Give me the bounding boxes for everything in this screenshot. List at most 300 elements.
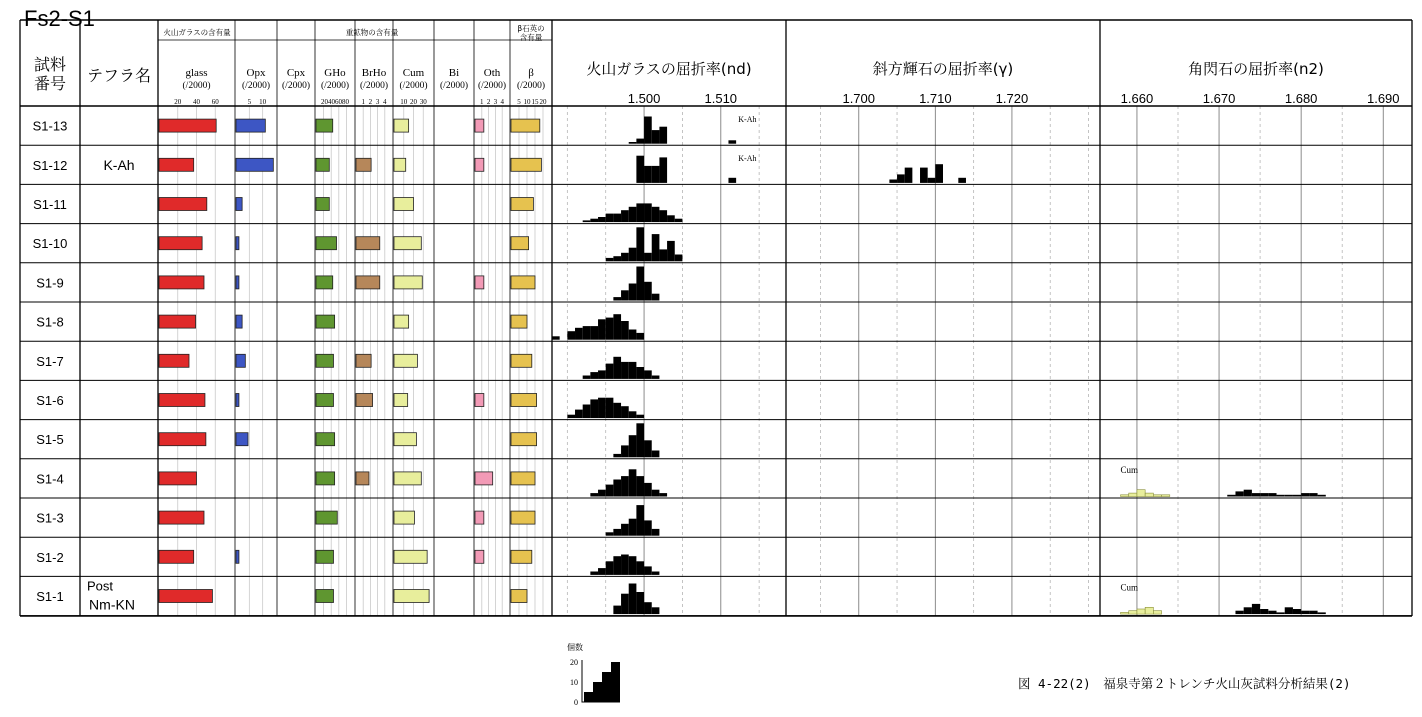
ho-ri-bar: [1252, 604, 1260, 614]
glass-content-bar: [159, 394, 205, 407]
opx-ri-bar: [935, 164, 943, 183]
oth-content-bar: [475, 119, 484, 132]
glass-ri-bar: [659, 493, 667, 496]
cum-content-bar: [394, 198, 414, 211]
header-gho-name: GHo: [324, 67, 346, 79]
header-beta-scale-tick: 20: [539, 98, 547, 106]
ho-ri-bar: [1235, 491, 1243, 496]
header-beta-unit: (/2000): [517, 81, 545, 91]
glass-ri-bar: [606, 532, 614, 535]
count-scale-title: 個数: [567, 643, 583, 652]
count-scale-bar: [593, 682, 602, 702]
glass-ri-bar: [598, 217, 606, 222]
glass-content-bar: [159, 354, 189, 367]
ho-ri-bar: [1252, 493, 1260, 496]
glass-ri-bar: [636, 139, 644, 144]
sample-tephra: K-Ah: [103, 156, 135, 173]
header-opx-scale-tick: 10: [259, 98, 267, 106]
header-oth-unit: (/2000): [478, 81, 506, 91]
glass-ri-bar: [652, 294, 660, 301]
glass-ri-bar: [606, 258, 614, 261]
glass-ri-bar: [629, 556, 637, 575]
cum-content-bar: [394, 472, 421, 485]
figure-caption: 図 4-22(2) 福泉寺第２トレンチ火山灰試料分析結果(2): [1018, 676, 1351, 691]
glass-content-bar: [159, 472, 197, 485]
opx-content-bar: [236, 276, 239, 289]
header-gho-unit: (/2000): [321, 81, 349, 91]
header-cpx-unit: (/2000): [282, 81, 310, 91]
gho-content-bar: [316, 276, 333, 289]
glass-ri-bar: [636, 561, 644, 575]
header-cum-scale-tick: 20: [410, 98, 417, 106]
count-scale-key: [560, 642, 630, 707]
beta-content-bar: [511, 119, 540, 132]
header-beta-scale-tick: 5: [517, 98, 521, 106]
glass-ri-bar: [644, 166, 652, 183]
glass-ri-bar: [606, 214, 614, 223]
header-oth-scale-tick: 1: [480, 98, 484, 106]
sample-id: S1-6: [36, 393, 64, 408]
ri-axis-tick-label: 1.670: [1202, 91, 1236, 106]
glass-ri-bar: [621, 321, 629, 340]
glass-ri-bar: [613, 297, 621, 300]
brho-content-bar: [356, 237, 380, 250]
ho-ri-bar: [1244, 490, 1252, 497]
glass-ri-bar: [629, 284, 637, 301]
glass-ri-bar: [636, 156, 644, 183]
cum-content-bar: [394, 394, 408, 407]
sample-id: S1-5: [36, 432, 64, 448]
ho-ri-bar: [1301, 493, 1309, 496]
gho-content-bar: [316, 315, 335, 328]
glass-ri-bar: [598, 370, 606, 379]
glass-ri-bar: [659, 210, 667, 222]
beta-content-bar: [511, 511, 535, 524]
cum-content-bar: [394, 237, 421, 250]
brho-content-bar: [356, 394, 373, 407]
cum-ri-bar: [1121, 612, 1129, 614]
beta-content-bar: [511, 158, 541, 171]
ho-ri-bar: [1318, 495, 1326, 497]
beta-content-bar: [511, 276, 535, 289]
glass-ri-bar: [636, 505, 644, 536]
glass-content-bar: [159, 237, 202, 250]
glass-content-bar: [159, 590, 212, 603]
glass-ri-bar: [644, 520, 652, 535]
header-opx-unit: (/2000): [242, 81, 270, 91]
header-opx-name: Opx: [246, 67, 266, 79]
gho-content-bar: [316, 433, 335, 446]
gho-content-bar: [316, 237, 337, 250]
glass-ri-bar: [613, 529, 621, 536]
beta-content-bar: [511, 394, 537, 407]
header-tephra-name: テフラ名: [86, 66, 152, 85]
opx-ri-bar: [920, 168, 928, 183]
cum-ri-bar: [1129, 611, 1137, 614]
sample-id: S1-13: [32, 118, 68, 134]
glass-ri-bar: [621, 476, 629, 496]
glass-ri-bar: [629, 248, 637, 262]
gho-content-bar: [316, 472, 335, 485]
glass-ri-bar: [659, 157, 667, 183]
sample-id: S1-1: [36, 589, 64, 604]
header-beta-name: β: [528, 67, 534, 79]
sample-id: S1-3: [36, 510, 64, 526]
ri-axis-tick-label: 1.700: [842, 91, 876, 106]
glass-ri-bar: [644, 602, 652, 614]
glass-ri-bar: [652, 234, 660, 261]
gho-content-bar: [316, 550, 333, 563]
opx-content-bar: [236, 237, 239, 250]
header-bi-name: Bi: [448, 67, 460, 79]
ho-ri-bar: [1277, 612, 1285, 614]
header-brho-scale-tick: 1: [361, 98, 365, 106]
glass-ri-bar: [567, 415, 575, 418]
glass-ri-bar: [652, 529, 660, 536]
glass-ri-bar: [629, 411, 637, 418]
glass-ri-bar: [644, 483, 652, 497]
header-brho-unit: (/2000): [360, 81, 388, 91]
ho-ri-bar: [1235, 611, 1243, 614]
cum-ri-bar: [1162, 495, 1170, 497]
gho-content-bar: [316, 511, 337, 524]
glass-ri-bar: [621, 253, 629, 261]
glass-ri-bar: [613, 256, 621, 261]
ho-ri-bar: [1268, 493, 1276, 496]
header-ri-title-1: 斜方輝石の屈折率(γ): [872, 60, 1014, 78]
sample-id: S1-12: [32, 157, 68, 173]
glass-ri-bar: [675, 219, 683, 222]
cum-ri-bar: [1145, 493, 1153, 496]
beta-content-bar: [511, 354, 532, 367]
glass-ri-bar: [613, 556, 621, 575]
opx-content-bar: [236, 119, 265, 132]
cum-content-bar: [394, 315, 409, 328]
glass-ri-bar: [636, 415, 644, 418]
header-heavy-group: 重鉱物の含有量: [345, 28, 399, 37]
header-ri-title-2: 角閃石の屈折率(n2): [1188, 60, 1324, 78]
ho-ri-bar: [1293, 495, 1301, 497]
header-cum-unit: (/2000): [399, 81, 428, 91]
opx-content-bar: [236, 315, 242, 328]
count-scale-tick: 20: [570, 658, 578, 667]
glass-ri-bar: [636, 333, 644, 340]
header-gho-scale-tick: 20406080: [321, 98, 349, 106]
header-brho-scale-tick: 4: [383, 98, 387, 106]
glass-ri-bar: [644, 566, 652, 575]
glass-ri-bar: [629, 142, 637, 144]
count-scale-bar: [584, 692, 593, 702]
glass-ri-bar: [652, 490, 660, 497]
ri-axis-tick-label: 1.660: [1120, 91, 1154, 106]
header-beta-group: β石英の: [517, 24, 545, 33]
sample-id: S1-9: [36, 275, 64, 291]
glass-content-bar: [159, 158, 194, 171]
glass-ri-bar: [629, 330, 637, 340]
ho-ri-bar: [1285, 607, 1293, 614]
glass-ri-bar: [621, 210, 629, 222]
glass-ri-bar: [621, 594, 629, 614]
glass-ri-bar: [606, 318, 614, 340]
cum-content-bar: [394, 550, 427, 563]
beta-content-bar: [511, 472, 535, 485]
glass-ri-bar: [644, 253, 652, 261]
glass-ri-bar: [652, 607, 660, 614]
cum-ri-bar: [1137, 490, 1145, 497]
header-cum-scale-tick: 30: [419, 98, 427, 106]
glass-ri-bar: [644, 370, 652, 379]
header-brho-scale-tick: 2: [368, 98, 373, 106]
brho-content-bar: [356, 276, 380, 289]
ho-ri-bar: [1293, 609, 1301, 614]
glass-ri-bar: [598, 490, 606, 497]
header-bi-unit: (/2000): [440, 81, 468, 91]
header-brho-scale-tick: 3: [375, 98, 380, 106]
oth-content-bar: [475, 276, 484, 289]
header-sample-no: 番号: [33, 74, 67, 93]
glass-ri-bar: [644, 440, 652, 457]
glass-ri-bar: [659, 127, 667, 144]
ho-ri-bar: [1309, 611, 1317, 614]
ho-ri-bar: [1318, 612, 1326, 614]
glass-ri-bar: [629, 362, 637, 379]
cum-ri-bar: [1153, 495, 1161, 497]
beta-content-bar: [511, 433, 537, 446]
glass-ri-bar: [644, 117, 652, 144]
glass-ri-bar: [644, 203, 652, 222]
ho-ri-bar: [1268, 611, 1276, 614]
glass-ri-bar: [728, 140, 736, 143]
cum-ri-label: Cum: [1120, 582, 1139, 593]
glass-content-bar: [159, 276, 204, 289]
header-oth-scale-tick: 2: [486, 98, 491, 106]
glass-ri-bar: [621, 524, 629, 536]
opx-ri-bar: [905, 168, 913, 183]
ho-ri-bar: [1285, 495, 1293, 497]
glass-ri-bar: [652, 207, 660, 222]
glass-ri-bar: [590, 326, 598, 340]
count-scale-bar: [602, 672, 611, 702]
header-sample-no: 試料: [33, 55, 67, 74]
glass-ri-bar: [598, 319, 606, 339]
ho-ri-bar: [1260, 609, 1268, 614]
glass-ri-bar: [613, 480, 621, 497]
ho-ri-bar: [1244, 607, 1252, 614]
header-glass-name: glass: [185, 67, 208, 79]
opx-content-bar: [236, 433, 248, 446]
cum-content-bar: [394, 119, 409, 132]
page-title: Fs2-S1: [24, 6, 95, 31]
glass-ri-bar: [636, 267, 644, 301]
header-glass-group: 火山ガラスの含有量: [163, 28, 231, 37]
glass-ri-bar: [590, 572, 598, 575]
glass-ri-bar: [621, 362, 629, 379]
cum-content-bar: [394, 433, 416, 446]
count-scale-bar: [611, 662, 620, 702]
glass-ri-label: K-Ah: [738, 115, 757, 124]
glass-ri-bar: [613, 314, 621, 340]
cum-ri-bar: [1153, 611, 1161, 614]
glass-ri-bar: [644, 282, 652, 301]
glass-ri-bar: [629, 435, 637, 457]
ri-axis-tick-label: 1.690: [1366, 91, 1400, 106]
glass-ri-bar: [636, 227, 644, 261]
glass-content-bar: [159, 433, 206, 446]
beta-content-bar: [511, 550, 532, 563]
glass-content-bar: [159, 315, 196, 328]
glass-ri-bar: [652, 376, 660, 379]
glass-ri-bar: [606, 398, 614, 418]
glass-ri-bar: [575, 410, 583, 419]
sample-id: S1-7: [36, 353, 64, 369]
glass-ri-bar: [613, 214, 621, 223]
count-scale-tick: 10: [570, 678, 578, 687]
oth-content-bar: [475, 472, 493, 485]
header-glass-scale-tick: 40: [193, 98, 200, 106]
cum-ri-label: Cum: [1120, 464, 1139, 475]
glass-ri-bar: [583, 376, 591, 379]
opx-ri-bar: [889, 180, 897, 183]
glass-ri-bar: [659, 249, 667, 261]
cum-ri-bar: [1129, 493, 1137, 496]
beta-content-bar: [511, 237, 529, 250]
glass-ri-bar: [636, 203, 644, 222]
glass-ri-bar: [629, 584, 637, 615]
glass-ri-bar: [598, 568, 606, 575]
header-ri-title-0: 火山ガラスの屈折率(nd): [586, 60, 752, 78]
ri-axis-tick-label: 1.500: [627, 91, 661, 106]
glass-ri-bar: [613, 454, 621, 457]
glass-ri-bar: [621, 406, 629, 418]
ri-axis-tick-label: 1.710: [919, 91, 952, 106]
glass-ri-bar: [552, 336, 560, 339]
glass-ri-bar: [613, 403, 621, 418]
sample-id: S1-2: [36, 549, 64, 565]
gho-content-bar: [316, 119, 333, 132]
cum-content-bar: [394, 354, 417, 367]
header-brho-name: BrHo: [361, 67, 387, 79]
header-beta-scale-tick: 15: [531, 98, 539, 106]
glass-ri-bar: [590, 372, 598, 379]
glass-ri-bar: [636, 592, 644, 614]
sample-id: S1-4: [36, 471, 64, 487]
header-beta-scale-tick: 10: [523, 98, 531, 106]
glass-ri-label: K-Ah: [738, 154, 757, 164]
header-oth-name: Oth: [483, 67, 501, 79]
opx-ri-bar: [928, 178, 936, 183]
ho-ri-bar: [1301, 611, 1309, 614]
brho-content-bar: [356, 354, 371, 367]
cum-content-bar: [394, 511, 414, 524]
gho-content-bar: [316, 590, 333, 603]
opx-ri-bar: [958, 178, 966, 183]
beta-content-bar: [511, 590, 527, 603]
ho-ri-bar: [1260, 493, 1268, 496]
ho-ri-bar: [1277, 495, 1285, 497]
sample-id: S1-11: [33, 197, 67, 212]
header-beta-group: 含有量: [519, 33, 543, 42]
ho-ri-bar: [1309, 493, 1317, 496]
sample-tephra: Post: [86, 578, 114, 594]
glass-content-bar: [159, 511, 204, 524]
cum-content-bar: [394, 158, 406, 171]
gho-content-bar: [316, 394, 333, 407]
glass-ri-bar: [629, 469, 637, 496]
ho-ri-bar: [1227, 495, 1235, 497]
header-cum-scale-tick: 10: [400, 98, 408, 106]
header-cum-name: Cum: [402, 67, 425, 79]
opx-content-bar: [236, 198, 242, 211]
oth-content-bar: [475, 511, 484, 524]
header-glass-unit: (/2000): [182, 81, 211, 91]
gho-content-bar: [316, 198, 329, 211]
glass-ri-bar: [590, 399, 598, 418]
header-oth-scale-tick: 3: [493, 98, 498, 106]
glass-ri-bar: [667, 215, 675, 222]
glass-ri-bar: [613, 357, 621, 379]
glass-content-bar: [159, 550, 194, 563]
glass-ri-bar: [606, 485, 614, 497]
oth-content-bar: [475, 550, 484, 563]
sample-tephra: Nm-KN: [89, 596, 135, 613]
ri-axis-tick-label: 1.510: [704, 91, 738, 106]
brho-content-bar: [356, 158, 371, 171]
glass-ri-bar: [652, 130, 660, 144]
glass-ri-bar: [675, 255, 683, 262]
glass-ri-bar: [606, 561, 614, 575]
glass-ri-bar: [613, 606, 621, 615]
header-cpx-name: Cpx: [286, 67, 306, 79]
glass-ri-bar: [583, 220, 591, 222]
glass-ri-bar: [728, 178, 736, 183]
oth-content-bar: [475, 158, 484, 171]
header-opx-scale-tick: 5: [247, 98, 252, 106]
cum-ri-bar: [1145, 607, 1153, 614]
ri-axis-tick-label: 1.680: [1284, 91, 1318, 106]
sample-id: S1-10: [32, 236, 68, 252]
glass-ri-bar: [636, 423, 644, 457]
opx-ri-bar: [897, 174, 905, 183]
ri-axis-tick-label: 1.720: [995, 91, 1029, 106]
glass-ri-bar: [629, 207, 637, 222]
sample-id: S1-8: [36, 314, 64, 330]
oth-content-bar: [475, 394, 484, 407]
glass-ri-bar: [590, 219, 598, 222]
glass-ri-bar: [621, 555, 629, 575]
glass-ri-bar: [590, 493, 598, 496]
gho-content-bar: [316, 158, 329, 171]
glass-content-bar: [159, 119, 216, 132]
header-glass-scale-tick: 60: [211, 98, 219, 106]
glass-ri-bar: [606, 364, 614, 379]
glass-ri-bar: [598, 398, 606, 418]
beta-content-bar: [511, 198, 533, 211]
glass-ri-bar: [621, 445, 629, 457]
cum-ri-bar: [1121, 495, 1129, 497]
brho-content-bar: [356, 472, 369, 485]
opx-content-bar: [236, 158, 273, 171]
opx-content-bar: [236, 550, 239, 563]
gho-content-bar: [316, 354, 333, 367]
glass-ri-bar: [567, 331, 575, 340]
glass-ri-bar: [636, 367, 644, 379]
glass-ri-bar: [667, 241, 675, 261]
beta-content-bar: [511, 315, 527, 328]
glass-ri-bar: [575, 328, 583, 340]
count-scale-tick: 0: [574, 698, 578, 707]
glass-ri-bar: [636, 476, 644, 496]
header-oth-scale-tick: 4: [500, 98, 504, 106]
